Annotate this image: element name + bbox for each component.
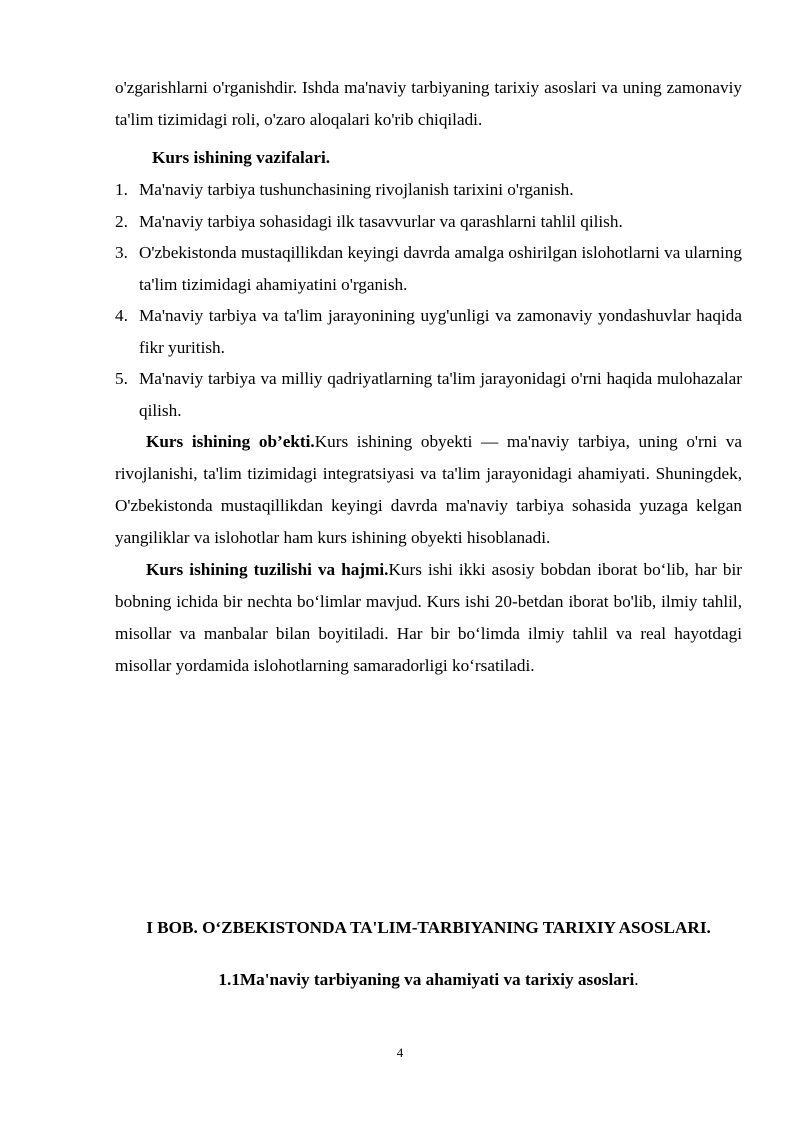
list-item-number: 2. <box>115 211 128 231</box>
list-item-text: Ma'naviy tarbiya va milliy qadriyatlarning ta'lim jarayonidagi o'rni haqida mulohazalar qilish. <box>139 369 742 420</box>
list-item <box>115 363 742 426</box>
list-item <box>115 206 742 238</box>
list-item <box>115 300 742 363</box>
list-item-number: 1. <box>115 180 128 199</box>
structure-text: Kurs ishi ikki asosiy bobdan iborat bo‘lib, har bir bobning ichida bir nechta bo‘limlar mavjud. Kurs ishi 20-betdan iborat bo'lib, ilmiy tahlil, misollar va manbalar bilan boyitiladi. Har bir bo‘limda ilmiy tahlil va real hayotdagi misollar yordamida islohotlarning samaradorligi ko‘rsatiladi. <box>115 560 742 675</box>
chapter-title: I BOB. O‘ZBEKISTONDA TA'LIM-TARBIYANING TARIXIY ASOSLARI. <box>146 918 711 937</box>
tasks-heading: Kurs ishining vazifalari. <box>152 148 331 167</box>
list-item <box>115 174 742 206</box>
list-item-number: 3. <box>115 243 128 262</box>
document-body <box>115 72 742 682</box>
structure-paragraph <box>115 554 742 682</box>
section-title-period: . <box>634 970 639 989</box>
object-paragraph <box>115 426 742 554</box>
object-label: Kurs ishining ob’ekti. <box>146 432 315 451</box>
list-item <box>115 237 742 300</box>
list-item-text: Ma'naviy tarbiya tushunchasining rivojlanish tarixini o'rganish. <box>139 180 574 199</box>
intro-paragraph: o'zgarishlarni o'rganishdir. Ishda ma'naviy tarbiyaning tarixiy asoslari va uning zamonaviy ta'lim tizimidagi roli, o'zaro aloqalari ko'rib chiqiladi. <box>115 78 742 129</box>
section-title-text: 1.1Ma'naviy tarbiyaning va ahamiyati va tarixiy asoslari <box>218 970 635 989</box>
section-title <box>115 964 742 996</box>
object-text: Kurs ishining obyekti — ma'naviy tarbiya, uning o'rni va rivojlanishi, ta'lim tizimidagi integratsiyasi va ta'lim jarayonidagi ahamiyati. Shuningdek, O'zbekistonda mustaqillikdan keyingi davrda ma'naviy tarbiya sohasida yuzaga kelgan yangiliklar va islohotlar ham kurs ishining obyekti hisoblanadi. <box>115 432 742 547</box>
list-item-text: Ma'naviy tarbiya sohasidagi ilk tasavvurlar va qarashlarni tahlil qilish. <box>139 211 623 231</box>
list-item-number: 4. <box>115 306 128 325</box>
list-item-number: 5. <box>115 369 128 388</box>
page-number: 4 <box>396 1045 404 1060</box>
tasks-list <box>115 174 742 426</box>
list-item-text: O'zbekistonda mustaqillikdan keyingi davrda amalga oshirilgan islohotlarni va ularning ta'lim tizimidagi ahamiyatini o'rganish. <box>139 243 742 294</box>
list-item-text: Ma'naviy tarbiya va ta'lim jarayonining uyg'unligi va zamonaviy yondashuvlar haqida fikr yuritish. <box>139 306 742 357</box>
structure-label: Kurs ishining tuzilishi va hajmi. <box>146 560 389 579</box>
